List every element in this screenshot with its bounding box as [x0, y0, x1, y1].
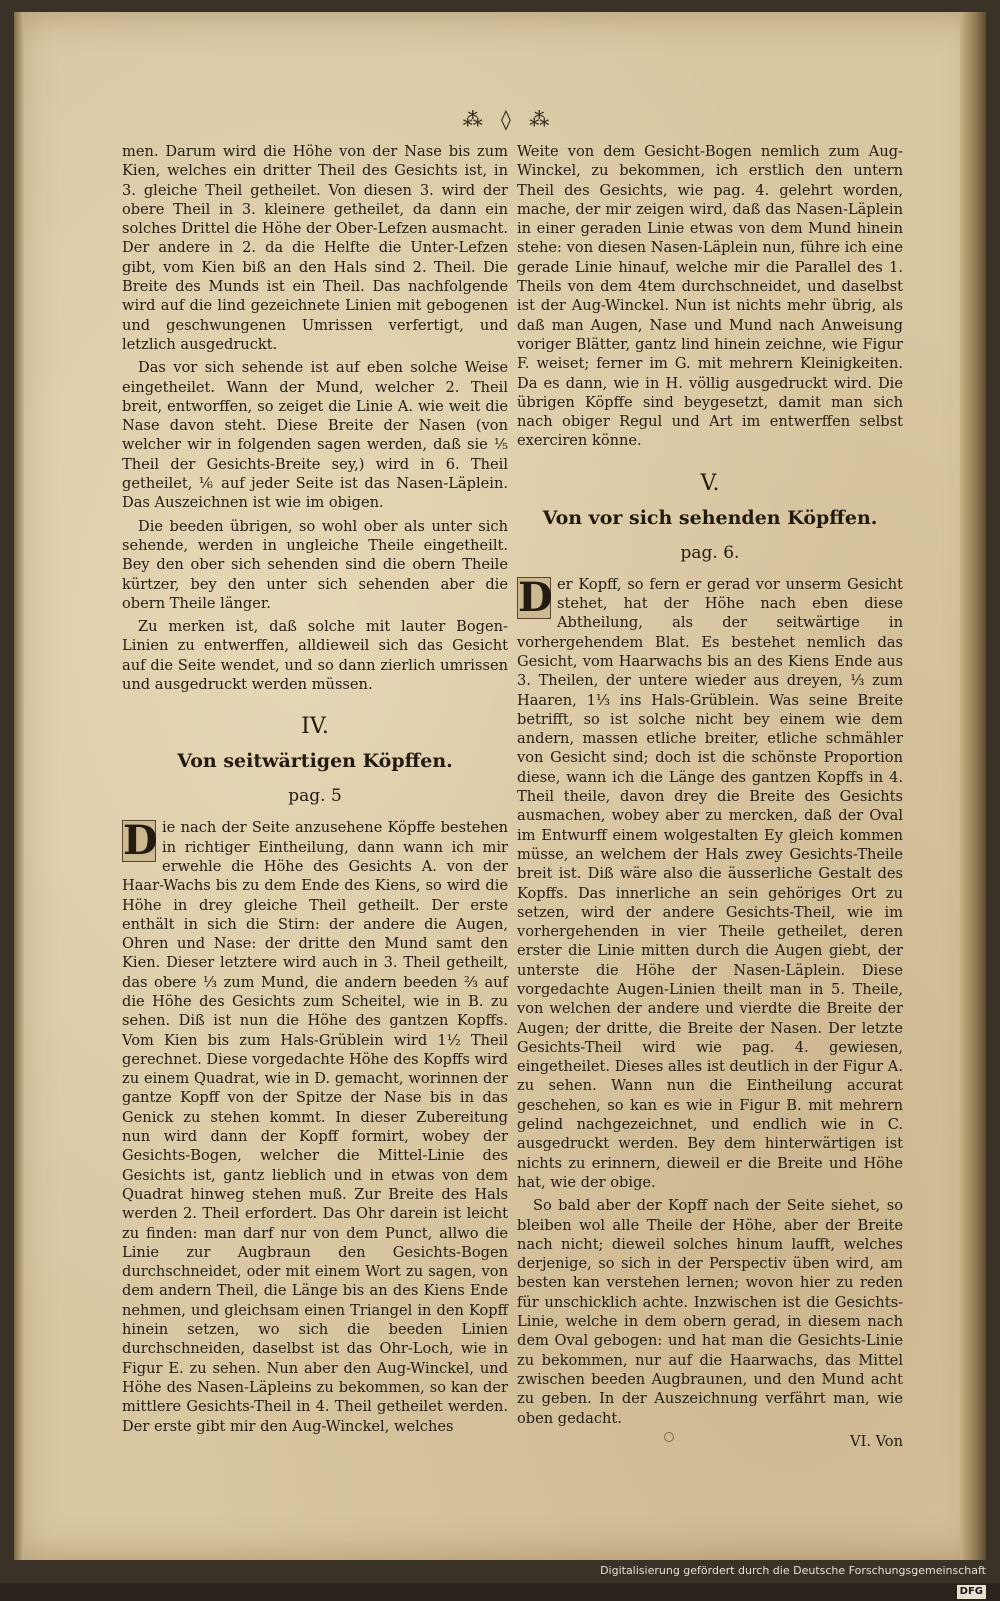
digitization-footer	[600, 1561, 986, 1597]
drop-cap: D	[518, 573, 553, 621]
page-reference: pag. 5	[288, 786, 342, 807]
section-number: V.	[700, 470, 720, 496]
paragraph: Weite von dem Gesicht-Bogen nemlich zum Aug-Winckel, zu bekommen, ich erstlich den untern Theil des Gesichts, wie pag. 4. gelehrt worden, mache, der mir zeigen wird, daß das Nasen-Läplein in einer geraden Linie etwas von dem Mund hinein stehe: von diesen Nasen-Läplein nun, führe ich eine gerade Linie hinauf, welche mir die Parallel des 1. Theils von dem 4tem durchschneidet, und daselbst ist der Aug-Winckel. Nun ist nichts mehr übrig, als daß man Augen, Nase und Mund nach Anweisung voriger Blätter, gantz lind hinein zeichne, wie Figur F. weiset; ferner im G. mit mehrern Kleinigkeiten. Da es dann, wie in H. völlig ausgedruckt wird. Die übrigen Köpffe sind beygesetzt, damit man sich nach obiger Regul und Art im entwerffen selbst exerciren könne.	[517, 143, 903, 450]
book-page	[14, 12, 986, 1560]
section-title: Von vor sich sehenden Köpffen.	[542, 506, 878, 529]
section-number: IV.	[301, 714, 329, 740]
paragraph: So bald aber der Kopff nach der Seite siehet, so bleiben wol alle Theile der Höhe, aber der Breite nach nicht; dieweil solches hinum laufft, welches derjenige, so sich in der Perspectiv üben wird, am besten kan verstehen lernen; wovon hier zu reden für unschicklich achte. Inzwischen ist die Gesichts-Linie, welche in dem obern gerad, in diesem nach dem Oval gebogen: und hat man die Gesichts-Linie zu bekommen, nur auf die Haarwachs, das Mittel zwischen beeden Augbraunen, und den Mund acht zu geben. In der Auszeichnung verfährt man, wie oben gedacht.	[517, 1197, 903, 1427]
page-edge	[960, 12, 986, 1560]
page-mark	[664, 1432, 674, 1442]
header-ornament: ⁂ ◊ ⁂	[462, 107, 556, 131]
page-gutter	[14, 12, 24, 1560]
left-column	[122, 142, 508, 1440]
paragraph	[517, 575, 903, 1193]
footer-text: Digitalisierung gefördert durch die Deutsche Forschungsgemeinschaft	[600, 1564, 986, 1577]
section-title: Von seitwärtigen Köpffen.	[177, 750, 453, 773]
paragraph-text: er Kopff, so fern er gerad vor unserm Gesicht stehet, hat der Höhe nach eben diese Abtheilung, als der seitwärtige in vorhergehendem Blat. Es bestehet nemlich das Gesicht, vom Haarwachs bis an des Kiens Ende aus 3. Theilen, der untere wieder aus dreyen, ⅓ zum Haaren, 1⅓ ins Hals-Grüblein. Was seine Breite betrifft, so ist solche nicht bey einem wie dem andern, massen etliche breiter, etliche schmähler von Gesicht sind; doch ist die schönste Proportion diese, wann ich die Länge des gantzen Kopffs in 4. Theil theile, davon drey die Breite des Gesichts ausmachen, wobey aber zu mercken, daß der Oval im Entwurff einem wolgestalten Ey gleich kommen müsse, an welchem der Hals zwey Gesichts-Theile breit ist. Diß wäre also die äusserliche Gestalt des Kopffs. Das innerliche an sein gehöriges Ort zu setzen, wird der andere Gesichts-Theil, wie im vorhergehenden in vier Theile getheilet, deren erster die Linie mitten durch die Augen giebt, der unterste die Höhe der Nasen-Läplein. Diese vorgedachte Augen-Linien theilt man in 5. Theile, von welchen der andere und vierdte die Breite der Augen; der dritte, die Breite der Nasen. Der letzte Gesichts-Theil wird wie pag. 4. gewiesen, eingetheilet. Dieses alles ist deutlich in der Figur A. zu sehen. Wann nun die Eintheilung accurat geschehen, so kan es wie in Figur B. mit mehrern gelind nachgezeichnet, und endlich wie in C. ausgedruckt werden. Bey dem hinterwärtigen ist nichts zu erinnern, dieweil er die Breite und Höhe hat, wie der obige.	[517, 575, 903, 1191]
paragraph	[122, 818, 508, 1436]
paragraph: Zu merken ist, daß solche mit lauter Bogen-Linien zu entwerffen, alldieweil sich das Gesicht auf die Seite wendet, und so dann zierlich umrissen und ausgedruckt werden müssen.	[122, 618, 508, 694]
page-reference: pag. 6.	[680, 542, 740, 563]
drop-cap: D	[123, 817, 158, 865]
paragraph-text: ie nach der Seite anzusehene Köpffe bestehen in richtiger Eintheilung, dann wann ich mir erwehle die Höhe des Gesichts A. von der Haar-Wachs bis zu dem Ende des Kiens, so wird die Höhe in drey gleiche Theil getheilt. Der erste enthält in sich die Stirn: der andere die Augen, Ohren und Nase: der dritte den Mund samt den Kien. Dieser letztere wird auch in 3. Theil getheilt, das obere ⅓ zum Mund, die andern beeden ⅔ auf die Höhe des Gesichts zum Scheitel, wie in B. zu sehen. Diß ist nun die Höhe des gantzen Kopffs. Vom Kien bis zum Hals-Grüblein wird 1½ Theil gerechnet. Diese vorgedachte Höhe des Kopffs wird zu einem Quadrat, wie in D. gemacht, worinnen der gantze Kopff von der Spitze der Nase bis in das Genick zu stehen kommt. In dieser Zubereitung nun wird dann der Kopff formirt, wobey der Gesichts-Bogen, welcher die Mittel-Linie des Gesichts ist, gantz lieblich und in etwas von dem Quadrat hinweg stehen muß. Zur Breite des Hals werden 2. Theil erfordert. Das Ohr darein ist leicht zu finden: man darf nur von dem Punct, allwo die Linie zur Augbraun den Gesichts-Bogen durchschneidet, oder mit einem Wort zu sagen, von dem andern Theil, die Länge bis an des Kiens Ende nehmen, und gleichsam einen Triangel in den Kopff hinein setzen, wo sich die beeden Linien durchschneiden, daselbst ist das Ohr-Loch, wie in Figur E. zu sehen. Nun aber den Aug-Winckel, und Höhe des Nasen-Läpleins zu bekommen, so kan der mittlere Gesichts-Theil in 4. Theil getheilet werden. Der erste gibt mir den Aug-Winckel, welches	[122, 819, 508, 1435]
paragraph: Die beeden übrigen, so wohl ober als unter sich sehende, werden in ungleiche Theile eingetheilt. Bey den ober sich sehenden sind die obern Theile kürtzer, bey den unter sich sehenden aber die obern Theile länger.	[122, 517, 508, 612]
right-column	[517, 142, 903, 1451]
paragraph: men. Darum wird die Höhe von der Nase bis zum Kien, welches ein dritter Theil des Gesichts ist, in 3. gleiche Theil getheilet. Von diesen 3. wird der obere Theil in 3. kleinere getheilet, da dann ein solches Drittel die Höhe der Ober-Lefzen ausmacht. Der andere in 2. da die Helfte die Unter-Lefzen gibt, vom Kien biß an den Hals sind 2. Theil. Die Breite des Munds ist ein Theil. Das nachfolgende wird auf die lind gezeichnete Linien mit gebogenen und geschwungenen Umrissen verfertigt, und letzlich ausgedruckt.	[122, 143, 508, 353]
catchword: VI. Von	[850, 1432, 903, 1450]
paragraph: Das vor sich sehende ist auf eben solche Weise eingetheilet. Wann der Mund, welcher 2. Theil breit, entworffen, so zeiget die Linie A. wie weit die Nase davon steht. Diese Breite der Nasen (von welcher wir in folgenden sagen werden, daß sie ⅕ Theil der Gesichts-Breite sey,) wird in 6. Theil getheilet, ⅙ auf jeder Seite ist das Nasen-Läplein. Das Auszeichnen ist wie im obigen.	[122, 359, 508, 512]
dfg-logo: DFG	[957, 1585, 986, 1599]
